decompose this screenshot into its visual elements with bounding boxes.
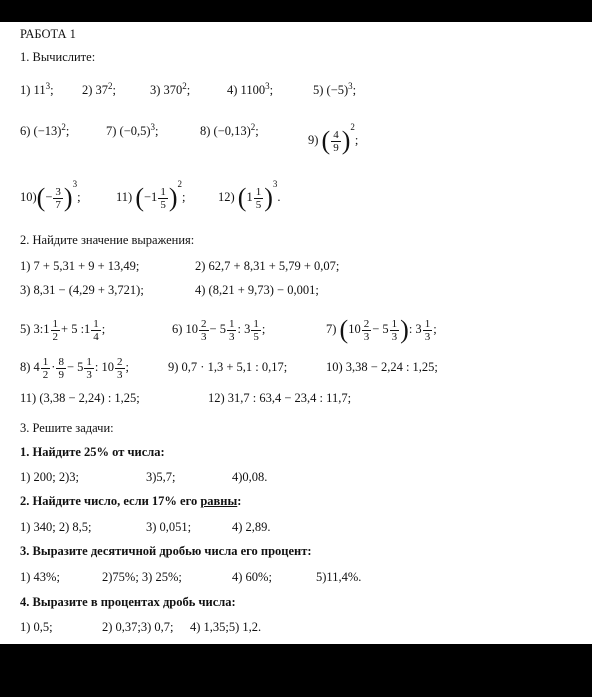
s2-expr-11: 11) (3,38 − 2,24) : 1,25; (20, 391, 140, 405)
s1-row1-item5: 5) $(-5)^3$; (313, 81, 357, 98)
s2-expr-10: 10) 3,38 − 2,24 : 1,25; (326, 360, 438, 374)
s1-row1-item3: 3) $370^2$; (150, 81, 191, 98)
s2-expr-2: 2) 62,7 + 8,31 + 5,79 + 0,07; (195, 259, 340, 273)
s2-expr-3: 3) 8,31 − (4,29 + 3,721); (20, 283, 144, 297)
s1-row3-item11: 11) (−1 $\frac{1}{5}$ )$^2$; (116, 179, 186, 213)
s3-task2-ans-a: 1) 340; 2) 8,5; (20, 520, 92, 534)
s3-task3-ans-b: 2)75%; 3) 25%; (102, 570, 182, 584)
s1-row3-item10: 10)(− $\frac{3}{7}$ )$^3$; (20, 179, 81, 213)
s2-expr-8: 8) 4 $\frac{1}{2}$ · $\frac{8}{9}$ − 5 $\frac{1}{3}$ : 10 $\frac{2}{3}$ ; (20, 355, 129, 381)
s2-expr-4: 4) (8,21 + 9,73) − 0,001; (195, 283, 319, 297)
s3-task1-ans-b: 3)5,7; (146, 470, 176, 484)
s3-task2-question: 2. Найдите число, если 17% его равны: (20, 494, 242, 508)
s3-task4-question: 4. Выразите в процентах дробь числа: (20, 595, 236, 609)
s1-row1-item2: 2) $37^2$; (82, 81, 117, 98)
s1-row1-item4: 4) 1100$^3$; (227, 81, 274, 98)
s3-task1-ans-c: 4)0,08. (232, 470, 268, 484)
s2-expr-6: 6) 10 $\frac{2}{3}$ − 5 $\frac{1}{3}$ : 3 $\frac{1}{5}$ ; (172, 317, 266, 343)
s3-task1-ans-a: 1) 200; 2)3; (20, 470, 80, 484)
s1-row3-item12: 12) (1 $\frac{1}{5}$ )$^3$. (218, 179, 281, 213)
s3-task3-ans-d: 5)11,4%. (316, 570, 362, 584)
s2-expr-9: 9) 0,7 · 1,3 + 5,1 : 0,17; (168, 360, 288, 374)
worksheet-page (0, 22, 592, 644)
s1-row2-item8: 8) $(-0,13)^2$; (200, 122, 259, 139)
section3-heading: 3. Решите задачи: (20, 421, 114, 435)
page-title: РАБОТА 1 (20, 27, 76, 41)
s3-task3-ans-a: 1) 43%; (20, 570, 60, 584)
s3-task1-question: 1. Найдите 25% от числа: (20, 445, 165, 459)
s1-row2-item7: 7) $(-0,5)^3$; (106, 122, 159, 139)
section2-heading: 2. Найдите значение выражения: (20, 233, 195, 247)
s1-row2-item9: 9) ( $\frac{4}{9}$ )$^2$; (308, 122, 359, 156)
section1-heading: 1. Вычислите: (20, 50, 96, 64)
s1-row2-item6: 6) $(-13)^2$; (20, 122, 70, 139)
s3-task2-ans-c: 4) 2,89. (232, 520, 271, 534)
s3-task3-question: 3. Выразите десятичной дробью числа его процент: (20, 544, 312, 558)
s2-expr-12: 12) 31,7 : 63,4 − 23,4 : 11,7; (208, 391, 352, 405)
s1-row1-item1: 1) $11^3$; (20, 81, 54, 98)
s2-expr-1: 1) 7 + 5,31 + 9 + 13,49; (20, 259, 140, 273)
s3-task2-ans-b: 3) 0,051; (146, 520, 192, 534)
s3-task4-ans-a: 1) 0,5; (20, 620, 53, 634)
s3-task4-ans-b: 2) 0,37;3) 0,7; (102, 620, 174, 634)
s3-task3-ans-c: 4) 60%; (232, 570, 272, 584)
s2-expr-5: 5) 3:1 $\frac{1}{2}$ + 5 :1 $\frac{1}{4}$ ; (20, 317, 106, 343)
s3-task4-ans-c: 4) 1,35;5) 1,2. (190, 620, 262, 634)
s2-expr-7: 7) (10 $\frac{2}{3}$ − 5 $\frac{1}{3}$ ): 3 $\frac{1}{3}$ ; (326, 315, 437, 345)
